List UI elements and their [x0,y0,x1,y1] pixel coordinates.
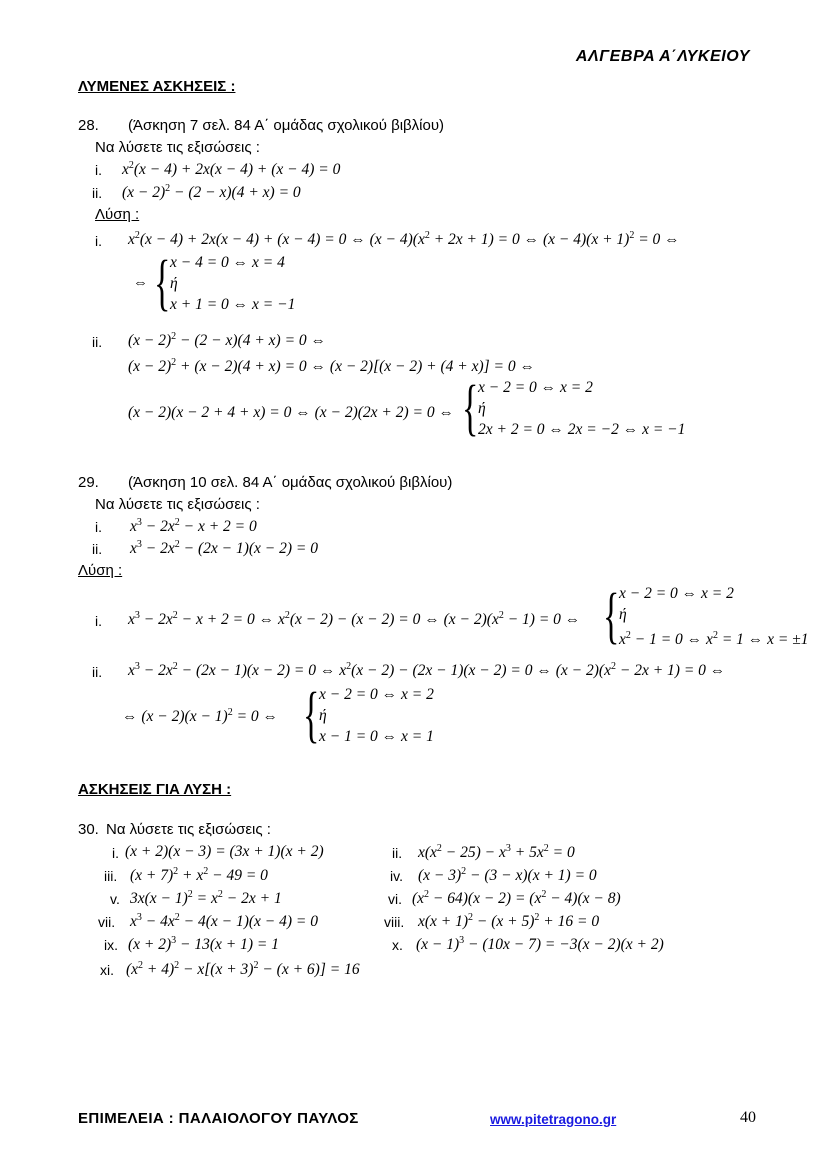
ex29-sol-i-line1: $x^3 - 2x^2 - x + 2 = 0$ ⇔ $x^2(x - 2) - (x - 2) = 0$ ⇔ $(x - 2)(x^2 - 1) = 0$ ⇔ [128,610,581,629]
case-line: ή [170,275,178,292]
ex28-sol-i-lead: ⇔ [133,275,148,291]
ex28-ii-equation: $(x - 2)^2 - (2 - x)(4 + x) = 0$ [122,183,301,202]
case-line: ή [478,400,486,417]
case-line: x − 2 = 0 ⇔ x = 2 [478,379,593,396]
ex30-item-label: ii. [392,845,403,861]
ex28-sol-i-cases [133,249,296,318]
ex30-item-equation: $(x - 3)^2 - (3 - x)(x + 1) = 0$ [418,866,597,885]
section-title-practice [78,781,231,798]
case-line: $x^2 - 1 = 0$ ⇔ $x^2 = 1$ ⇔ x = ±1 [619,630,809,649]
case-brace-icon: { [462,374,479,443]
ex30-item-equation: $x^3 - 4x^2 - 4(x - 1)(x - 4) = 0$ [130,912,318,931]
ex30-item-label: v. [110,891,120,907]
page-header-title: ΑΛΓΕΒΡΑ Α΄ΛΥΚΕΙΟΥ [575,48,750,65]
ex30-number: 30. [78,821,99,838]
ex30-item-label: vi. [388,891,402,907]
ex28-instruction: Να λύσετε τις εξισώσεις : [95,139,260,156]
case-line: x − 2 = 0 ⇔ x = 2 [619,585,734,602]
ex29-sol-i-label: i. [95,613,102,629]
ex28-sol-ii-line1: $(x - 2)^2 - (2 - x)(4 + x) = 0$ ⇔ [128,331,327,350]
ex29-i-equation: $x^3 - 2x^2 - x + 2 = 0$ [130,517,257,536]
case-line: x − 4 = 0 ⇔ x = 4 [170,254,285,271]
ex29-ii-equation: $x^3 - 2x^2 - (2x - 1)(x - 2) = 0$ [130,539,318,558]
case-line: x − 1 = 0 ⇔ x = 1 [319,728,434,745]
section-title-solved-text: ΛΥΜΕΝΕΣ ΑΣΚΗΣΕΙΣ : [78,78,236,95]
ex28-sol-ii-line2: $(x - 2)^2 + (x - 2)(4 + x) = 0$ ⇔ (x − 2)[(x − 2) + (4 + x)] = 0 ⇔ [128,357,536,376]
ex28-solution-label-text: Λύση : [95,206,140,223]
ex29-sol-ii-label: ii. [92,664,103,680]
ex29-sol-ii-line2: ⇔ $(x - 2)(x - 1)^2 = 0$ ⇔ [122,707,279,726]
ex30-item-equation: $x(x^2 - 25) - x^3 + 5x^2 = 0$ [418,843,575,862]
section-title-solved [78,78,235,95]
case-line: 2x + 2 = 0 ⇔ 2x = −2 ⇔ x = −1 [478,421,686,438]
ex28-sol-i-case-list [170,252,295,315]
ex30-item-label: x. [392,937,403,953]
case-brace-icon: { [154,249,171,318]
ex28-solution-label [95,206,139,223]
ex28-sol-ii-cases [462,374,686,443]
ex29-solution-label [78,562,122,579]
ex30-item-equation: $(x - 1)^3 - (10x - 7) = -3(x - 2)(x + 2)$ [416,935,664,954]
ex29-sol-ii-case-list [319,684,434,747]
ex29-sol-i-cases [603,583,809,650]
ex29-number: 29. [78,474,99,491]
ex28-i-label: i. [95,162,102,178]
ex30-instruction: Να λύσετε τις εξισώσεις : [106,821,271,838]
ex30-item-equation: $(x^2 - 64)(x - 2) = (x^2 - 4)(x - 8)$ [412,889,621,908]
ex29-i-label: i. [95,519,102,535]
case-line: ή [619,606,627,623]
ex30-item-label: xi. [100,962,114,978]
ex29-solution-label-text: Λύση : [78,562,123,579]
section-title-practice-text: ΑΣΚΗΣΕΙΣ ΓΙΑ ΛΥΣΗ : [78,781,232,798]
ex30-item-label: iv. [390,868,403,884]
ex28-sol-i-line1: $x^2(x - 4) + 2x(x - 4) + (x - 4) = 0$ ⇔ $(x - 4)(x^2 + 2x + 1) = 0$ ⇔ $(x - 4)(x + 1)^2 = 0$ ⇔ [128,230,680,249]
ex28-sol-ii-label: ii. [92,334,103,350]
ex30-item-label: vii. [98,914,116,930]
case-line: ή [319,707,327,724]
case-line: x + 1 = 0 ⇔ x = −1 [170,296,296,313]
ex30-item-equation: $(x^2 + 4)^2 - x[(x + 3)^2 - (x + 6)] = 16$ [126,960,360,979]
ex30-item-equation: $(x + 2)^3 - 13(x + 1) = 1$ [128,935,280,954]
ex30-item-equation: $x(x + 1)^2 - (x + 5)^2 + 16 = 0$ [418,912,600,931]
ex29-source: (Άσκηση 10 σελ. 84 Α΄ ομάδας σχολικού βιβλίου) [128,474,453,491]
ex30-item-label: iii. [104,868,118,884]
ex30-item-label: viii. [384,914,405,930]
ex28-ii-label: ii. [92,185,103,201]
case-line: x − 2 = 0 ⇔ x = 2 [319,686,434,703]
ex28-sol-i-label: i. [95,233,102,249]
ex28-i-equation: $x^2(x - 4) + 2x(x - 4) + (x - 4) = 0$ [122,160,341,179]
ex30-item-equation: (x + 2)(x − 3) = (3x + 1)(x + 2) [125,843,324,860]
ex30-item-label: ix. [104,937,118,953]
ex30-item-label: i. [112,845,119,861]
footer-page-number: 40 [740,1109,756,1126]
ex30-item-equation: $3x(x - 1)^2 = x^2 - 2x + 1$ [130,889,282,908]
ex29-instruction: Να λύσετε τις εξισώσεις : [95,496,260,513]
case-brace-icon: { [603,582,620,651]
ex28-sol-ii-case-list [478,377,685,440]
ex28-source: (Άσκηση 7 σελ. 84 Α΄ ομάδας σχολικού βιβλίου) [128,117,445,134]
ex29-sol-ii-line1: $x^3 - 2x^2 - (2x - 1)(x - 2) = 0$ ⇔ $x^2(x - 2) - (2x - 1)(x - 2) = 0$ ⇔ $(x - 2)(x^2 - 2x + 1) = 0$ ⇔ [128,661,726,680]
ex29-ii-label: ii. [92,541,103,557]
footer-credit: ΕΠΙΜΕΛΕΙΑ : ΠΑΛΑΙΟΛΟΓΟΥ ΠΑΥΛΟΣ [78,1110,359,1127]
ex29-sol-ii-cases [303,681,434,750]
ex29-sol-i-case-list [619,583,809,650]
ex30-item-equation: $(x + 7)^2 + x^2 - 49 = 0$ [130,866,268,885]
ex28-number: 28. [78,117,99,134]
case-brace-icon: { [303,681,320,750]
footer-website-link[interactable]: www.pitetragono.gr [490,1112,617,1127]
ex28-sol-ii-line3: (x − 2)(x − 2 + 4 + x) = 0 ⇔ (x − 2)(2x + 2) = 0 ⇔ [128,404,454,421]
